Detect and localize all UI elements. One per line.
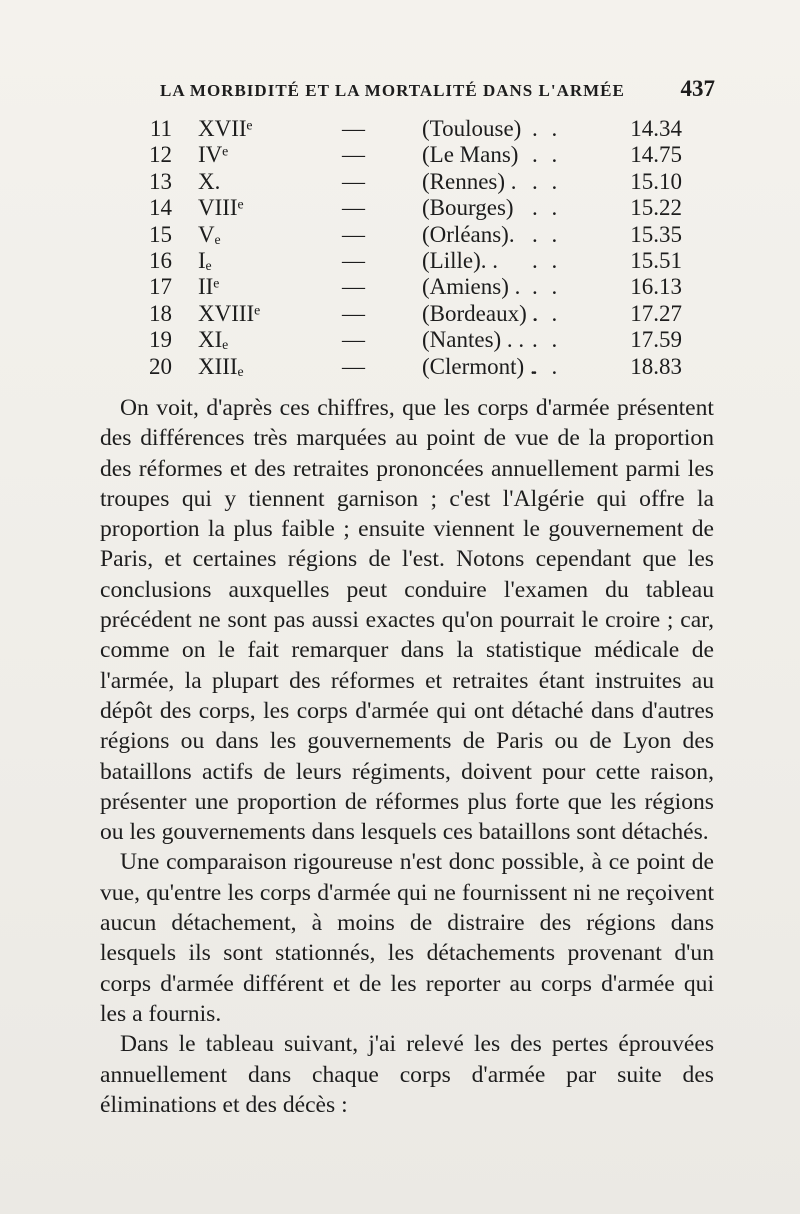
army-corps: IIᵉ: [198, 274, 220, 300]
rate-value: 15.35: [630, 221, 682, 247]
leader-dots: . .: [532, 327, 562, 353]
row-number: 17: [149, 274, 172, 300]
leader-dots: . .: [532, 221, 562, 247]
table-row: [100, 222, 720, 248]
region-city: (Orléans).: [422, 221, 515, 247]
leader-dots: . .: [532, 353, 562, 379]
dash: —: [342, 274, 365, 300]
row-number: 18: [149, 300, 172, 326]
row-number: 12: [149, 142, 172, 168]
dash: —: [342, 327, 365, 353]
army-corps: Iₑ: [198, 247, 212, 273]
dash: —: [342, 353, 365, 379]
rate-value: 14.34: [630, 116, 682, 141]
region-city: (Toulouse): [422, 116, 522, 141]
row-number: 11: [149, 116, 172, 141]
table-row: [100, 142, 720, 168]
rate-value: 15.10: [630, 168, 682, 194]
table-row: [100, 301, 720, 327]
rate-value: 16.13: [630, 274, 682, 300]
running-title: LA MORBIDITÉ ET LA MORTALITÉ DANS L'ARMÉE: [160, 81, 625, 100]
table-row: [100, 195, 720, 221]
dash: —: [342, 300, 365, 326]
leader-dots: . .: [532, 300, 562, 326]
body-text: [100, 393, 714, 1120]
row-number: 19: [149, 327, 172, 353]
running-head: [160, 76, 715, 102]
rate-value: 17.27: [630, 300, 682, 326]
dash: —: [342, 116, 365, 141]
paragraph: On voit, d'après ces chiffres, que les corps d'armée présentent des différences très marquées au point de vue de la proportion des réformes et des retraites prononcées annuellement parmi les troupes qui y tiennent garnison ; c'est l'Algérie qui offre la proportion la plus faible ; ensuite viennent le gouvernement de Paris, et certaines régions de l'est. Notons cependant que les conclusions auxquelles peut conduire l'examen du tableau précédent ne sont pas aussi exactes qu'on pourrait le croire ; car, comme on le fait remarquer dans la statistique médicale de l'armée, la plupart des réformes et retraites étant instruites au dépôt des corps, les corps d'armée qui ont détaché dans d'autres régions ou dans les gouvernements de Paris ou de Lyon des bataillons actifs de leurs régiments, doivent pour cette raison, présenter une proportion de réformes plus forte que les régions ou les gouvernements dans lesquels ces bataillons sont détachés.: [100, 395, 714, 846]
region-city: (Nantes) . .: [422, 327, 525, 353]
leader-dots: . .: [532, 247, 562, 273]
dash: —: [342, 221, 365, 247]
rate-value: 17.59: [630, 327, 682, 353]
table-row: [100, 327, 720, 353]
region-city: (Amiens) .: [422, 274, 521, 300]
region-city: (Rennes) .: [422, 168, 517, 194]
army-corps: IVᵉ: [198, 142, 229, 168]
region-city: (Bourges): [422, 195, 514, 221]
army-corps: VIIIᵉ: [198, 195, 244, 221]
paragraph: Dans le tableau suivant, j'ai relevé les des pertes éprouvées annuellement dans chaque corps d'armée par suite des éliminations et des décès :: [100, 1031, 714, 1118]
table-row: [100, 248, 720, 274]
ranking-table: [100, 116, 720, 380]
dash: —: [342, 195, 365, 221]
rate-value: 15.51: [630, 247, 682, 273]
dash: —: [342, 168, 365, 194]
table-row: [100, 116, 720, 142]
dash: —: [342, 142, 365, 168]
dash: —: [342, 247, 365, 273]
page-number: 437: [680, 76, 715, 101]
army-corps: XVIIᵉ: [198, 116, 253, 141]
army-corps: XIIIₑ: [198, 353, 244, 379]
army-corps: Vₑ: [198, 221, 221, 247]
army-corps: X.: [198, 168, 221, 194]
army-corps: XIₑ: [198, 327, 229, 353]
region-city: (Bordeaux) .: [422, 300, 539, 326]
leader-dots: . .: [532, 274, 562, 300]
leader-dots: . .: [532, 116, 562, 141]
row-number: 13: [149, 168, 172, 194]
region-city: (Le Mans): [422, 142, 519, 168]
row-number: 20: [149, 353, 172, 379]
paragraph: Une comparaison rigoureuse n'est donc possible, à ce point de vue, qu'entre les corps d'armée qui ne fournissent ni ne reçoivent aucun détachement, à moins de distraire des régions dans lesquels ils sont stationnés, les détachements provenant d'un corps d'armée différent et de les reporter au corps d'armée qui les a fournis.: [100, 849, 714, 1027]
rate-value: 14.75: [630, 142, 682, 168]
leader-dots: . .: [532, 168, 562, 194]
army-corps: XVIIIᵉ: [198, 300, 261, 326]
row-number: 15: [149, 221, 172, 247]
rate-value: 18.83: [630, 353, 682, 379]
leader-dots: . .: [532, 142, 562, 168]
region-city: (Clermont) .: [422, 353, 536, 379]
table-row: [100, 274, 720, 300]
leader-dots: . .: [532, 195, 562, 221]
region-city: (Lille). .: [422, 247, 498, 273]
table-row: [100, 169, 720, 195]
row-number: 16: [149, 247, 172, 273]
row-number: 14: [149, 195, 172, 221]
rate-value: 15.22: [630, 195, 682, 221]
table-row: [100, 354, 720, 380]
